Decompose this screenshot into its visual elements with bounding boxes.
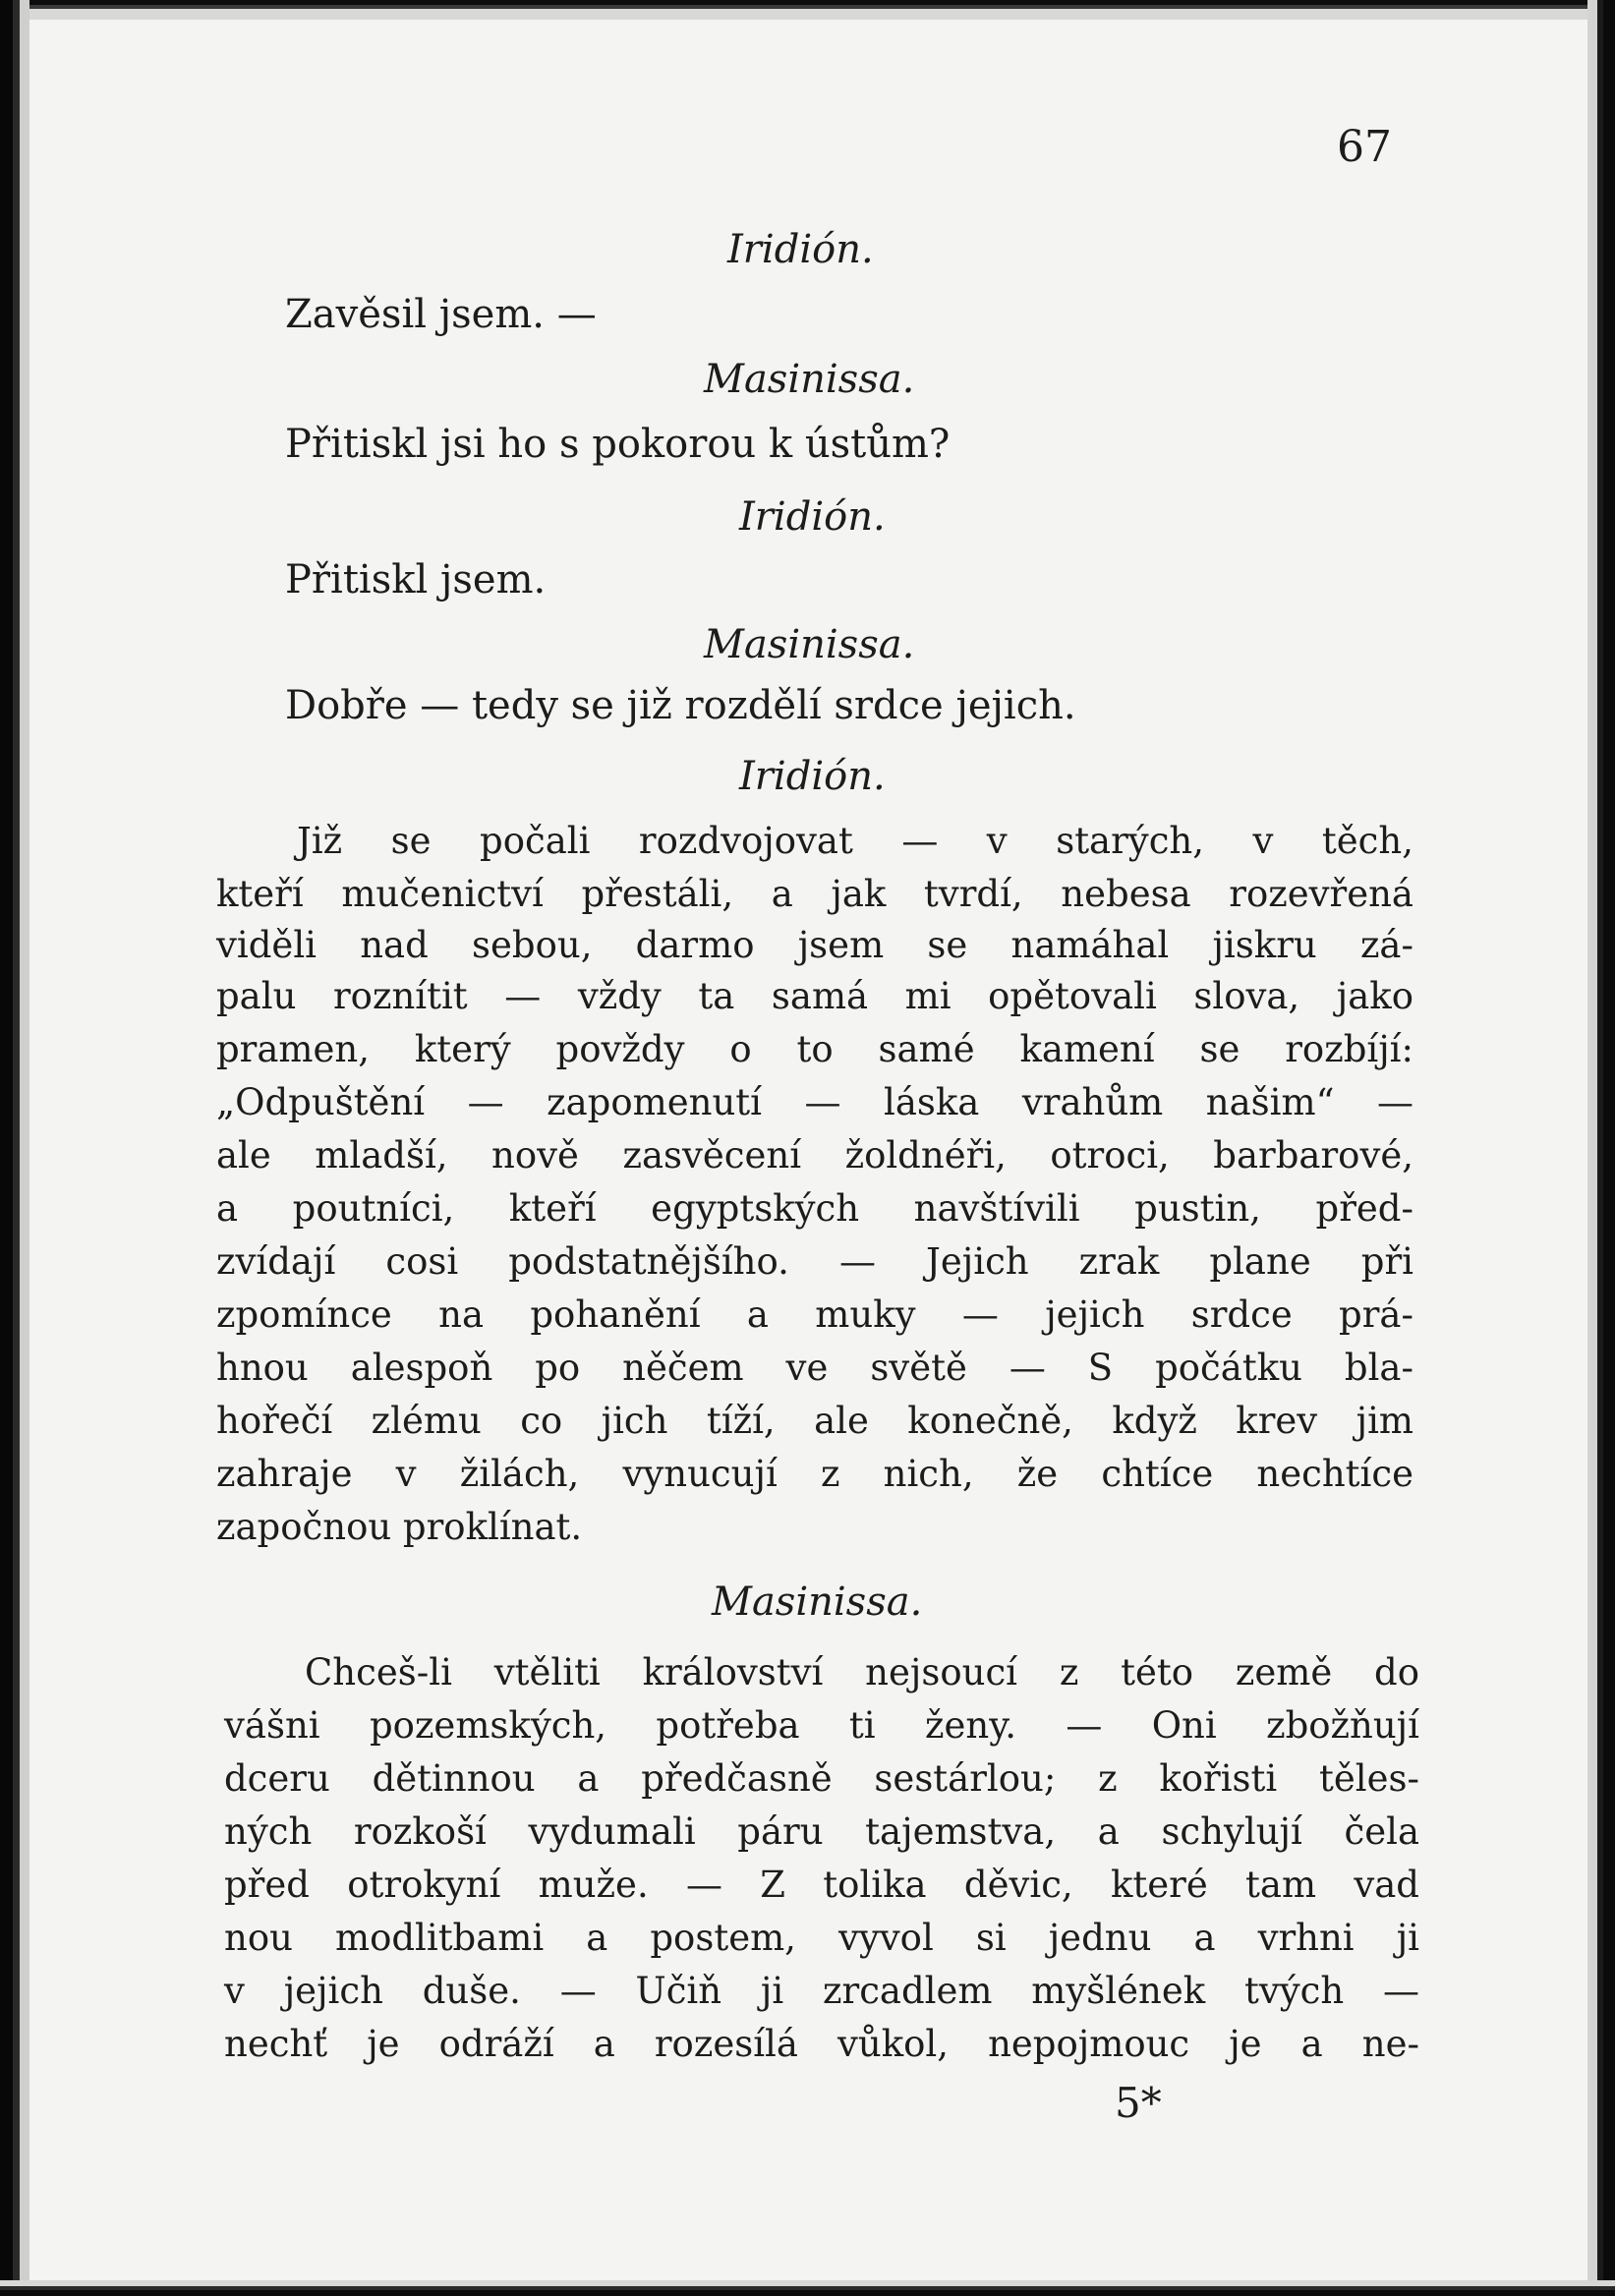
speech-line: Již se počali rozdvojovat — v starých, v těch, [297,820,1413,862]
dialogue-line: Dobře — tedy se již rozdělí srdce jejich. [285,683,1076,728]
signature-mark: 5* [1115,2079,1162,2127]
dialogue-line: Přitiskl jsi ho s pokorou k ústům? [285,422,951,467]
speech-line: kteří mučenictví přestáli, a jak tvrdí, nebesa rozevřená [216,873,1413,915]
dialogue-line: Zavěsil jsem. — [285,292,597,337]
speech-line: v jejich duše. — Učiň ji zrcadlem myšlének tvých — [224,1970,1419,2012]
speech-line: dceru dětinnou a předčasně sestárlou; z kořisti těles- [224,1757,1419,1800]
speaker-name: Masinissa. [704,357,915,402]
speech-line: ale mladší, nově zasvěcení žoldnéři, otroci, barbarové, [216,1134,1413,1177]
speech-line: nechť je odráží a rozesílá vůkol, nepojmouc je a ne- [224,2023,1419,2065]
page-number: 67 [1337,122,1392,172]
speech-line: pramen, který povždy o to samé kamení se rozbíjí: [216,1028,1413,1070]
speech-line: a poutníci, kteří egyptských navštívili pustin, před- [216,1187,1413,1230]
speech-line: započnou proklínat. [216,1506,583,1548]
speech-line: palu roznítit — vždy ta samá mi opětovali slova, jako [216,975,1413,1017]
scan-edge-bottom [0,2280,1615,2296]
scan-edge-left [0,0,29,2296]
speech-line: před otrokyní muže. — Z tolika děvic, které tam vad [224,1864,1419,1906]
speaker-name: Iridión. [727,227,874,272]
speech-line: viděli nad sebou, darmo jsem se namáhal jiskru zá- [216,924,1413,966]
speaker-name: Iridión. [739,494,886,540]
speech-line: Chceš-li vtěliti království nejsoucí z této země do [305,1651,1419,1693]
speaker-name: Iridión. [739,754,886,799]
speech-line: „Odpuštění — zapomenutí — láska vrahům našim“ — [216,1081,1413,1123]
speaker-name: Masinissa. [712,1579,923,1625]
speech-line: hnou alespoň po něčem ve světě — S počátku bla- [216,1347,1413,1389]
speech-line: hořečí zlému co jich tíží, ale konečně, když krev jim [216,1400,1413,1442]
speech-line: nou modlitbami a postem, vyvol si jednu a vrhni ji [224,1917,1419,1959]
speech-line: vášni pozemských, potřeba ti ženy. — Oni zbožňují [224,1704,1419,1747]
speech-line: ných rozkoší vydumali páru tajemstva, a schylují čela [224,1810,1419,1853]
scan-edge-top [0,0,1615,20]
speech-line: zpomínce na pohanění a muky — jejich srdce prá- [216,1293,1413,1336]
speaker-name: Masinissa. [704,622,915,667]
speech-line: zahraje v žilách, vynucují z nich, že chtíce nechtíce [216,1453,1413,1495]
dialogue-line: Přitiskl jsem. [285,557,547,603]
speech-line: zvídají cosi podstatnějšího. — Jejich zrak plane při [216,1240,1413,1283]
scan-edge-right [1587,0,1615,2296]
